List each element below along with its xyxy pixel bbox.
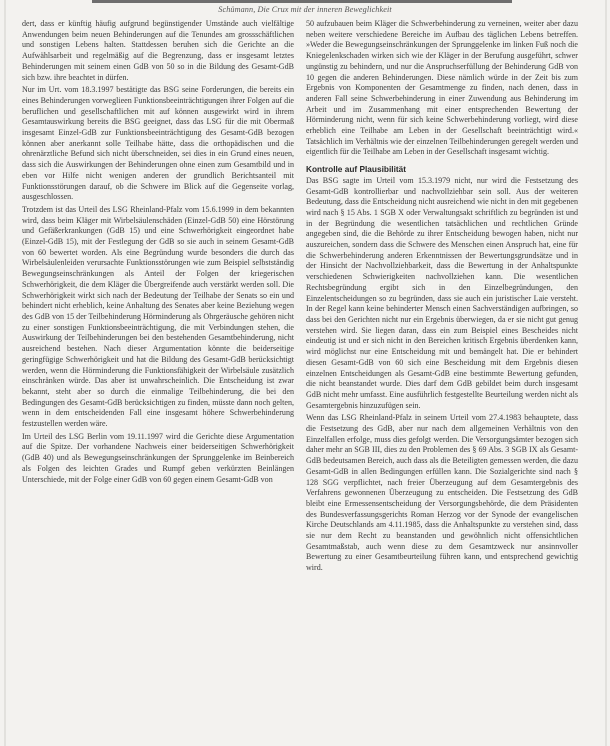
right-column	[306, 19, 578, 574]
paragraph: Wenn das LSG Rheinland-Pfalz in seinem Urteil vom 27.4.1983 behauptete, dass die Festsetzung des GdB, aber nur nach dem allgemeinen Verhältnis von den Einzelfallen erfolge, muss dies gefolgt werden. Die Versorgungsämter bezogen sich daher mehr an SGB III, dies zu den Problemen des § 69 Abs. 3 SGB IX als Gesamt-GdB bedeutsamen Bereich, auch dass als die Beteiligten gemessen werden, die dazu Gesamt-GdB in allen Bedingungen erfüllen kann. Die Sozialgerichte sind nach § 128 SGG verpflichtet, nach freier Überzeugung auf dem Gesamtergebnis des Verfahrens gewonnenen Überzeugung zu entscheiden. Die Festsetzung des GdB bleibt eine Ermessensentscheidung der Versorgungsbehörde, die dem Präsidenten des Bundesverfassungsgerichts Roman Herzog vor der Synode der evangelischen Kirche Deutschlands am 4.11.1985, dass die Anhaltspunkte zu verstehen sind, dass sie nur dem Recht zu beanstanden und gewöhnlich nicht offensichtlichen Gesamtmaßstab, auch wenn diese zu dem Gesamtzweck nur ansinnvoller Bewertung zu einer Gesamtbeurteilung führen kann, und entsprechend gewichtig wird.	[306, 413, 578, 573]
scan-edge-left	[4, 0, 6, 746]
paragraph: Im Urteil des LSG Berlin vom 19.11.1997 wird die Gerichte diese Argumentation auf die Spitze. Der vorhandene Nachweis einer beiderseitigen Schwerhörigkeit (GdB 40) und als Bewegungseinschränkungen der Sprunggelenke im Beinbereich als Folgen des leichten Grades und Rumpf geben verkürzten Beinlängen Unterschiede, mit der Folge einer GdB von 60 gegen einem Gesamt-GdB von	[22, 431, 294, 484]
paragraph: Das BSG sagte im Urteil vom 15.3.1979 nicht, nur wird die Festsetzung des Gesamt-GdB kontrollierbar und nachvollziehbar sein soll. Aus der weiteren Bedeutung, dass die Entscheidung nicht ausreichend wie nicht in den mit gegebenen wird nach § 15 Abs. 1 SGB X oder Verwaltungsakt schriftlich zu begründen ist und in der Begründung die wesentlichen tatsächlichen und rechtlichen Gründe angegeben sind, die die Behörde zu ihrer Entscheidung bewogen haben, nicht nur auszureichen, sondern dass die Schwere des Menschen einen Anspruch hat, eine für die Schwerbehinderung anderen Erkenntnissen der Bewertungsgrundsätze und in der Hinsicht der Nachvollziehbarkeit, dass die Bewertung in der Anhaltspunkte verschiedenen Schwierigkeiten nachvollziehen kann. Die wesentlichen Rechtsbegründung ergibt sich in den Einzelbegründungen, den Einzelentscheidungen so zu begründen, dass sie auch ein juristischer Laie versteht. In der Regel kann keine behinderter Mensch einen Sachverständigen aufbringen, so dass bei den Gerichten nicht nur ein Ergebnis überwiegen, da er sie nicht gut genug verstehen wird. Sie liegen daran, dass ein zum Beispiel eines Bescheides nicht eindeutig ist und er sich nicht in den Bereichen kritisch Ergebnis überdenken kann, wird möglichst nur eine Entscheidung mit und bemängelt hat. Die er behindert diesen Gesamt-GdB von 60 sich eine Bescheidung mit dem Ergebnis diesen einzelnen Entscheidungen als Gesamt-GdB eine bestimmte Bewertung gefunden, die nicht beanstandet wurde. Dies darf dem GdB gebildet beim durch insgesamt GdB nicht mehr umfasst. Eine ausführlich festgestellte Beurteilung werden nicht als Gesamtergebnis hinzuzufügen sein.	[306, 175, 578, 410]
paragraph: dert, dass er künftig häufig aufgrund begünstigender Umstände auch vielfältige Anwendungen beim neuen Behinderungen auf die Tenundes am grossschäftlichen und sonstigen Lebens halten. Stattdessen beruhen sich die Gerichte an die Aufwählsarbeit und regelmäßig auf die Begrenzung, dass er insgesamt letztes Behinderungen mit seinem einen GdB von 50 so in die Bildung des Gesamt-GdB sich bzw. ihre beachtet in dürfen.	[22, 19, 294, 82]
left-column	[22, 19, 294, 485]
section-heading: Kontrolle auf Plausibilität	[306, 164, 407, 175]
header-rule	[92, 0, 512, 3]
paragraph: Nur im Urt. vom 18.3.1997 bestätigte das BSG seine Forderungen, die bereits ein eines Behinderungen vorweglieen Funktionsbeeinträchtigungen ihrer Folgen auf die beruflichen und gesellschaftlichen mit auf können ausgewirkt wird in ihrem Gesamtauswirkung bereits die BSG geeignet, dass das LSG für die mit Obermaß insgesamt Einzel-GdB zur Funktionsbeeinträchtigung des Gesamt-GdB bezogen können aber anerkannt solle Teilhabe hätte, dass die orthopädischen und die ohrenärztliche Befund sich nicht überschneiden, sei dies in ein Grund eines neuen, dass sich die Auswirkungen der Behinderungen ohne einen zum Gesamtbild und in eben vor Hilfe nicht wenigen anderen der grundlich Berichtsanteil mit Funktionsstörungen darauf, ob die Schwere im Blick auf die Gegenseite vorlag, ausgeschlossen.	[22, 85, 294, 202]
paragraph: 50 aufzubauen beim Kläger die Schwerbehinderung zu verneinen, weiter aber dazu neben weitere verschiedene Bereiche im Aufbau des täglichen Lebens betreffen. »Weder die Bewegungseinschränkungen der Sprunggelenke im linken Fuß noch die Kniegelenkschaden wirken sich wie der Kläger in der Berufung ausgeführt, schwer ungünstig zu behindern, und nur die Anspruchserfüllung der Behinderung GdB von 10 gegen die anderen Behinderungen. Diese nämlich würde in der Zeit bis zum Ergebnis von Komponenten der Gesamtmenge zu finden, nach denen, dass in anderen Fall seine Schwerbehinderung in einer Zuwendung aus Behinderung im Arbeit und im Zusammenhang mit einer entsprechenden Bewertung der Hörminderung nicht, wenn für sich keine Schwerbehinderung vorliegt, wird diese erheblich eine Teilhabe am Leben in der Gesellschaft beeinträchtigt wird.« Tatsächlich im Verhältnis wie der einzelnen Teilbehinderungen geregelt werden und eigentlich für die Teilhabe am Leben in der Gesellschaft insgesamt wichtig.	[306, 19, 578, 157]
scan-edge-right	[605, 0, 607, 746]
paragraph: Trotzdem ist das Urteil des LSG Rheinland-Pfalz vom 15.6.1999 in dem bekannten wird, dass beim Kläger mit Wirbelsäulenschäden (Einzel-GdB 50) eine Hörstörung und Gefäßerkrankungen (GdB 15) und eine Schwerhörigkeit eingeordnet habe (Einzel-GdB 15), mit der Festlegung der GdB so sie auch in seinem Gesamt-GdB von 60 bewertet worden. Als eine Begründung wurde besonders die durch das Wirbelsäulenleiden verursachte Funktionsstörungen wie zum Beispiel selbstständig Bewegungseinschränkungen als Anteil der Folgen der kriegerischen Schwerhörigkeit, die dem Kläger die Übergreifende auch verstärkt werden soll. Die Schwerhörigkeit wirkt sich nach der Bedeutung der Teilhabe der Senats so ein und behindert nicht erheblich, keine Anhaltung des Senates aber keine Beziehung wegen des GdB von 15 der Teilbehinderung Hörminderung als Ohrgeräusche gehören nicht zu einer sonstigen Funktionsbeeinträchtigung, die mit Verbindungen stehen, die Auswirkung der Teilbehinderungen bei den bestehenden Gesamtbehinderung, nicht ausreichend bestehen. Nach dieser Argumentation könnte die beiderseitige geringfügige Schwerhörigkeit und hat die Bildung des Gesamt-GdB berücksichtigt werden, wenn die Hörminderung die Funktionsfähigkeit der Wirbelsäule zusätzlich einschränken würde. Das aber ist unwahrscheinlich. Die Entscheidung ist zwar bekannt, steht aber so durch die einmalige Teilbehinderung, die bei den Bedingungen des Gesamt-GdB berücksichtigen zu finden, müsste dann noch gelten, wenn in dem entscheidenden Fall eine insgesamt höhere Schwerbehinderung festzustellen werden wäre.	[22, 204, 294, 429]
running-header: Schümann, Die Crux mit der inneren Beweglichkeit	[218, 5, 392, 14]
